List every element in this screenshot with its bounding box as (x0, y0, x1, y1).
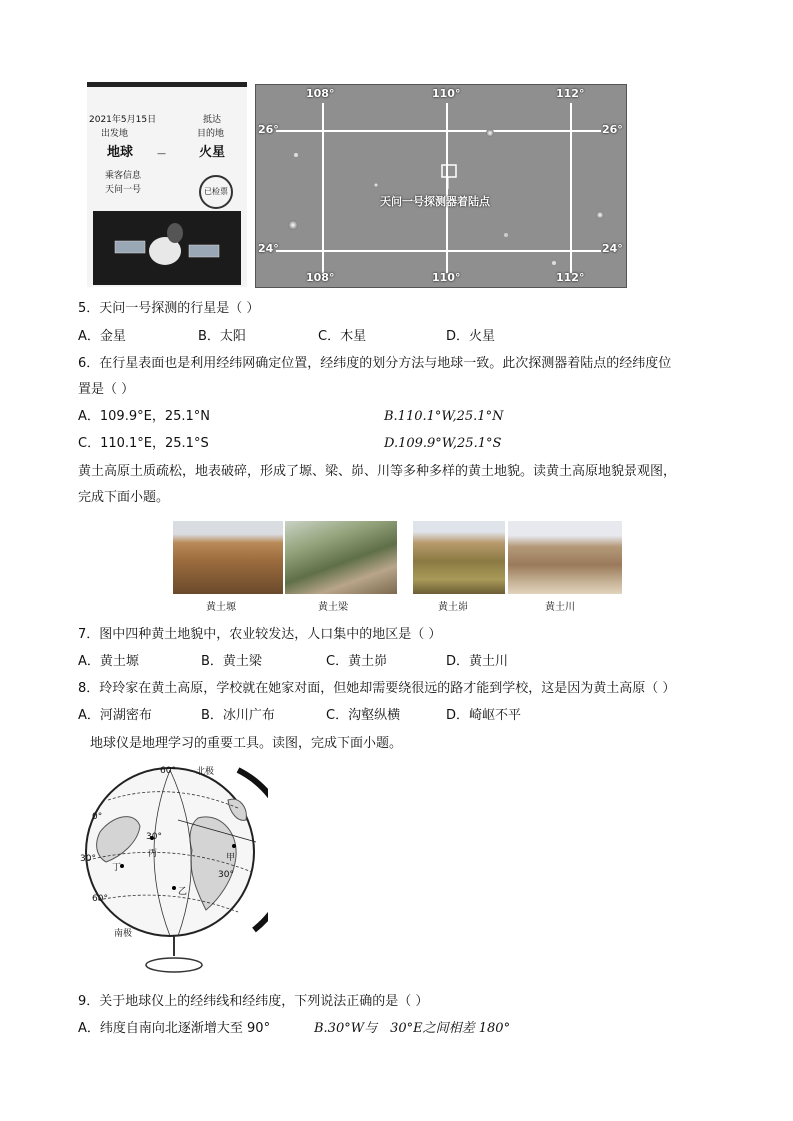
ticket-destination: 火星 (199, 145, 226, 160)
mars-landing-map (255, 84, 627, 288)
ticket-dash: — (157, 149, 166, 159)
landing-point-marker (442, 165, 456, 177)
q6-option-a: A．109.9°E，25.1°N (78, 409, 210, 424)
q8-stem: 8．玲玲家在黄土高原，学校就在她家对面，但她却需要绕很远的路才能到学校，这是因为黄土高原（ ） (78, 681, 676, 696)
globe-deg-30w: 30° (80, 854, 96, 864)
q6-option-d: D.109.9°W,25.1°S (384, 436, 502, 451)
lon-label-110-top: 110° (432, 87, 461, 100)
lon-label-108-bottom: 108° (306, 271, 335, 284)
ticket-passenger-label: 乘客信息 (105, 171, 142, 181)
lat-label-26-left: 26° (258, 123, 279, 136)
ticket-stamp: 已检票 (199, 175, 233, 209)
ticket-origin: 地球 (107, 145, 134, 160)
q5-option-c: C．木星 (318, 329, 367, 344)
lon-label-112-top: 112° (556, 87, 585, 100)
q9-option-a: A．纬度自南向北逐渐增大至 90° (78, 1021, 271, 1036)
q7-option-a: A．黄土塬 (78, 654, 139, 669)
probe-illustration (93, 211, 241, 285)
q5-option-d: D．火星 (446, 329, 496, 344)
q6-option-b: B.110.1°W,25.1°N (384, 409, 504, 424)
lon-label-110-bottom: 110° (432, 271, 461, 284)
q7-option-b: B．黄土梁 (201, 654, 262, 669)
globe-point-yi: 乙 (178, 887, 188, 897)
q6-stem-line1: 6．在行星表面也是利用经纬网确定位置，经纬度的划分方法与地球一致。此次探测器着陆点的经纬度位 (78, 356, 672, 371)
mars-graticule (256, 85, 626, 287)
q5-option-b: B．太阳 (198, 329, 246, 344)
q7-option-d: D．黄土川 (446, 654, 509, 669)
globe-south-pole: 南极 (114, 929, 133, 939)
probe-photo (93, 211, 241, 285)
globe-deg-60n: 60° (160, 766, 176, 776)
ticket-arrive: 抵达 (203, 115, 222, 125)
loess-intro-line1: 黄土高原土质疏松，地表破碎，形成了塬、梁、峁、川等多种多样的黄土地貌。读黄土高原地貌景观图， (78, 464, 677, 479)
globe-point-jia: 甲 (226, 853, 236, 863)
photo-loess-liang (285, 521, 397, 594)
globe-intro: 地球仪是地理学习的重要工具。读图，完成下面小题。 (90, 736, 403, 751)
ticket-date: 2021年5月15日 (89, 115, 157, 125)
lon-label-112-bottom: 112° (556, 271, 585, 284)
q8-option-c: C．沟壑纵横 (326, 708, 401, 723)
q8-option-b: B．冰川广布 (201, 708, 275, 723)
photo-loess-mao (413, 521, 505, 594)
photo-loess-yuan (173, 521, 283, 594)
ticket-dest-label: 目的地 (197, 129, 225, 139)
loess-intro-line2: 完成下面小题。 (78, 490, 170, 505)
globe-point-ding: 丁 (112, 863, 122, 873)
q6-stem-line2: 置是（ ） (78, 382, 135, 397)
tianwen-ticket-image (87, 82, 247, 287)
globe-deg-30b: 30° (218, 870, 234, 880)
globe-illustration (78, 760, 268, 980)
ticket-passenger: 天问一号 (105, 185, 142, 195)
globe-deg-60s: 60° (92, 894, 108, 904)
ticket-depart-label: 出发地 (101, 129, 129, 139)
lon-label-108-top: 108° (306, 87, 335, 100)
landing-label: 天问一号探测器着陆点 (380, 195, 490, 208)
q8-option-d: D．崎岖不平 (446, 708, 522, 723)
photo-loess-chuan (508, 521, 622, 594)
q9-option-b: B.30°W与 30°E之间相差 180° (314, 1021, 511, 1036)
globe-point-bing: 丙 (148, 849, 158, 859)
q7-option-c: C．黄土峁 (326, 654, 388, 669)
q5-option-a: A．金星 (78, 329, 126, 344)
globe-deg-30: 30° (146, 832, 162, 842)
caption-yuan: 黄土塬 (206, 602, 236, 613)
globe-deg-0: 0° (92, 812, 103, 822)
q8-option-a: A．河湖密布 (78, 708, 152, 723)
caption-mao: 黄土峁 (438, 602, 468, 613)
globe-figure (78, 760, 268, 980)
globe-north-pole: 北极 (196, 767, 215, 777)
q9-stem: 9．关于地球仪上的经纬线和经纬度，下列说法正确的是（ ） (78, 994, 429, 1009)
q7-stem: 7．图中四种黄土地貌中，农业较发达，人口集中的地区是（ ） (78, 627, 442, 642)
lat-label-24-left: 24° (258, 242, 279, 255)
lat-label-26-right: 26° (602, 123, 623, 136)
q5-stem: 5．天问一号探测的行星是（ ） (78, 301, 260, 316)
q6-option-c: C．110.1°E，25.1°S (78, 436, 209, 451)
caption-chuan: 黄土川 (545, 602, 575, 613)
lat-label-24-right: 24° (602, 242, 623, 255)
caption-liang: 黄土梁 (318, 602, 348, 613)
